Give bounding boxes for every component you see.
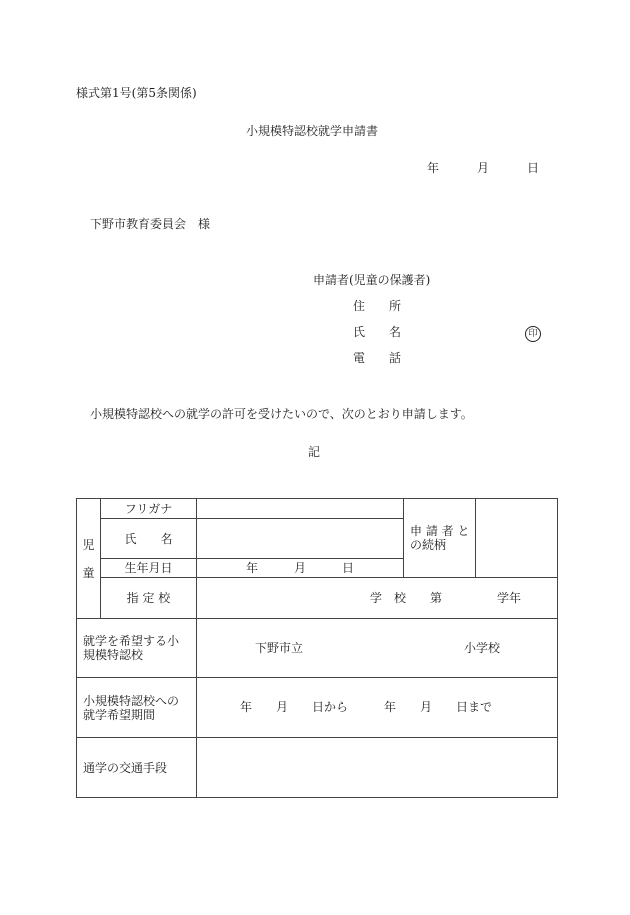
furigana-field[interactable] xyxy=(197,499,404,519)
date-month: 月 xyxy=(477,161,490,175)
ki-label: 記 xyxy=(308,445,321,459)
addressee: 下野市教育委員会 様 xyxy=(90,217,211,231)
date-year: 年 xyxy=(427,161,440,175)
relationship-field[interactable] xyxy=(476,499,558,578)
child-name-field[interactable] xyxy=(197,519,404,559)
form-number: 様式第1号(第5条関係) xyxy=(76,86,197,100)
application-table xyxy=(76,498,558,798)
page-title: 小規模特認校就学申請書 xyxy=(246,124,379,138)
address-label: 住 所 xyxy=(353,299,402,313)
school-grade-text: 学 校 第 xyxy=(370,591,443,605)
transport-label: 通学の交通手段 xyxy=(77,738,197,798)
period-field[interactable] xyxy=(197,678,558,738)
desired-school-label: 就学を希望する小 規模特認校 xyxy=(77,619,197,678)
relationship-label: 申 請 者 と の続柄 xyxy=(404,499,476,578)
desired-school-field[interactable] xyxy=(197,619,558,678)
child-label: 児 童 xyxy=(77,499,101,619)
birthdate-label: 生年月日 xyxy=(101,559,197,578)
elementary-text: 小学校 xyxy=(464,641,501,655)
seal-icon: 印 xyxy=(525,325,541,342)
phone-label: 電 話 xyxy=(353,351,402,365)
designated-school-label: 指 定 校 xyxy=(101,578,197,619)
period-text: 年 月 日から 年 月 日まで xyxy=(240,700,493,714)
child-name-label: 氏 名 xyxy=(101,519,197,559)
name-label: 氏 名 xyxy=(353,325,402,339)
city-text: 下野市立 xyxy=(255,641,304,655)
statement: 小規模特認校への就学の許可を受けたいので、次のとおり申請します。 xyxy=(90,407,473,421)
grade-text: 学年 xyxy=(497,591,522,605)
applicant-heading: 申請者(児童の保護者) xyxy=(313,273,431,287)
date-day: 日 xyxy=(527,161,540,175)
transport-field[interactable] xyxy=(197,738,558,798)
furigana-label: フリガナ xyxy=(101,499,197,519)
birthdate-field[interactable]: 年 月 日 xyxy=(197,559,404,578)
period-label: 小規模特認校への 就学希望期間 xyxy=(77,678,197,738)
designated-school-field[interactable] xyxy=(197,578,558,619)
